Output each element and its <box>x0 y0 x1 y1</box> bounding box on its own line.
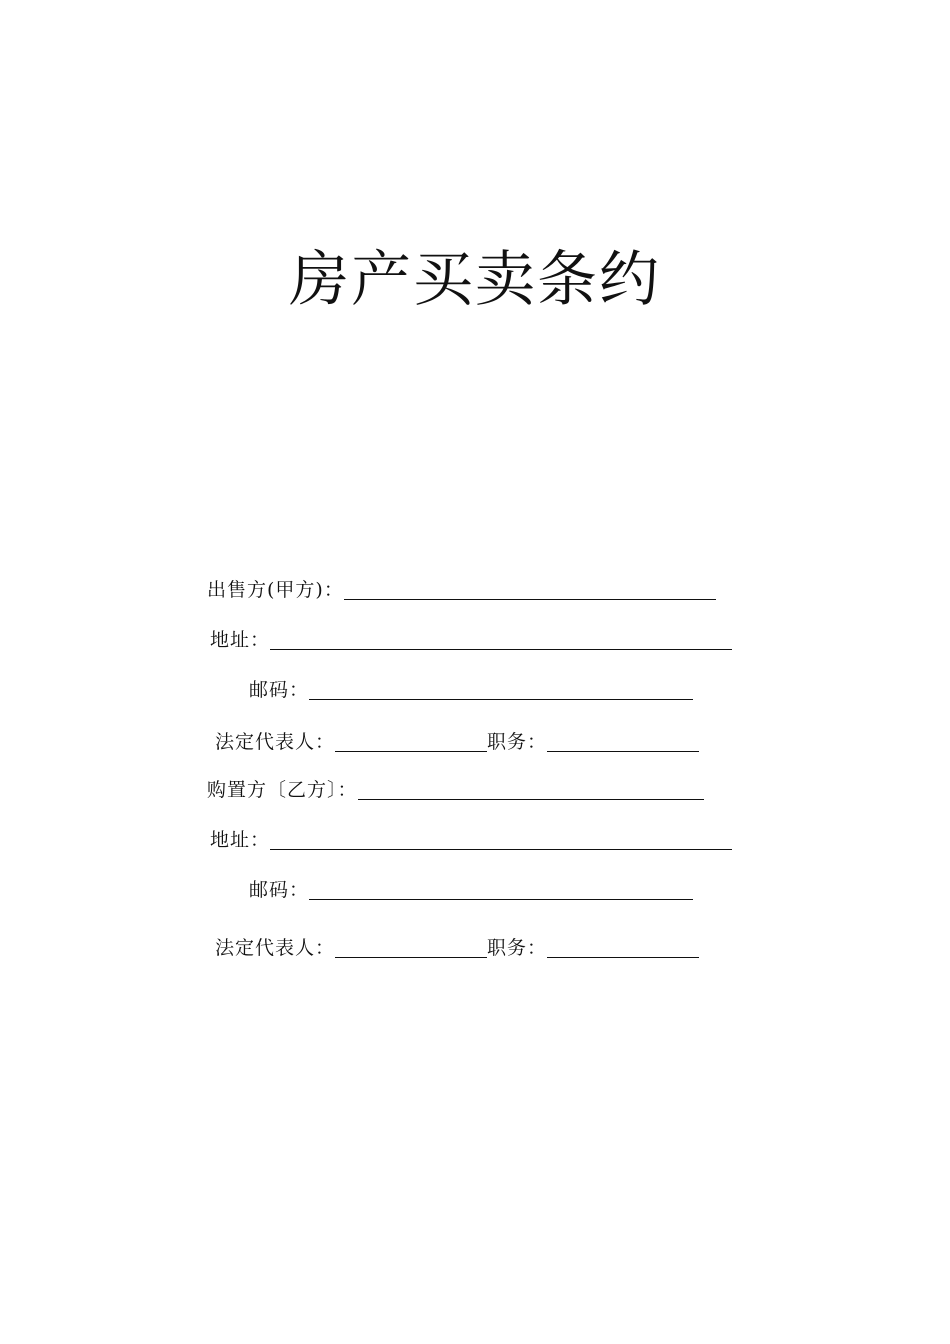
seller-party-label: 出售方(甲方)： <box>207 579 344 601</box>
document-title: 房产买卖条约 <box>289 245 661 315</box>
seller-position-label: 职务： <box>487 731 548 753</box>
buyer-party-blank[interactable] <box>358 777 704 800</box>
buyer-postcode-row <box>249 876 693 904</box>
seller-address-row <box>210 626 732 654</box>
buyer-position-label: 职务： <box>487 937 548 959</box>
seller-postcode-blank[interactable] <box>309 677 693 700</box>
buyer-party-label: 购置方〔乙方〕： <box>207 779 358 801</box>
buyer-postcode-blank[interactable] <box>309 877 693 900</box>
seller-postcode-label: 邮码： <box>249 679 310 701</box>
seller-legal-rep-row <box>215 728 699 756</box>
seller-address-blank[interactable] <box>270 627 732 650</box>
buyer-address-label: 地址： <box>210 829 271 851</box>
seller-address-label: 地址： <box>210 629 271 651</box>
buyer-legal-rep-blank[interactable] <box>335 935 487 958</box>
buyer-party-row <box>207 776 704 804</box>
buyer-address-blank[interactable] <box>270 827 732 850</box>
seller-legal-rep-label: 法定代表人： <box>215 731 336 753</box>
buyer-address-row <box>210 826 732 854</box>
buyer-position-blank[interactable] <box>547 935 699 958</box>
seller-position-blank[interactable] <box>547 729 699 752</box>
buyer-legal-rep-row <box>215 934 699 962</box>
buyer-legal-rep-label: 法定代表人： <box>215 937 336 959</box>
seller-postcode-row <box>249 676 693 704</box>
seller-legal-rep-blank[interactable] <box>335 729 487 752</box>
buyer-postcode-label: 邮码： <box>249 879 310 901</box>
seller-party-row <box>207 576 716 604</box>
seller-party-blank[interactable] <box>344 577 716 600</box>
